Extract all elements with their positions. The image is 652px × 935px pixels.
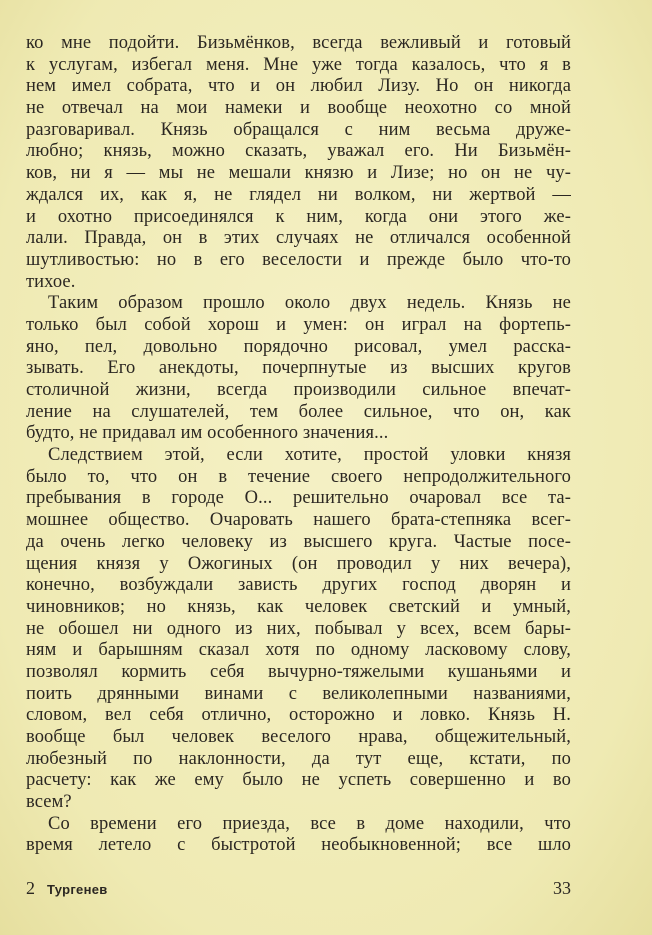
text-line: к услугам, избегал меня. Мне уже тогда казалось, что я в	[26, 54, 571, 75]
text-line: время летело с быстротой необыкновенной; все шло	[26, 835, 571, 856]
text-line: конечно, возбуждали зависть других господ дворян и	[26, 575, 571, 596]
text-line: пребывания в городе О... решительно очаровал все та-	[26, 488, 571, 509]
text-line: словом, вел себя отлично, осторожно и ловко. Князь Н.	[26, 705, 571, 726]
text-line: поить дрянными винами с великолепными названиями,	[26, 683, 571, 704]
text-line: зывать. Его анекдоты, почерпнутые из высших кругов	[26, 358, 571, 379]
text-line: Следствием этой, если хотите, простой уловки князя	[48, 445, 571, 466]
text-line: щения князя у Ожогиных (он проводил у них вечера),	[26, 553, 571, 574]
signature-number: 2	[26, 878, 35, 898]
text-line: любезный по наклонности, да тут еще, кстати, по	[26, 748, 571, 769]
text-line: всем?	[26, 792, 72, 813]
text-line: расчету: как же ему было не успеть совершенно и во	[26, 770, 571, 791]
text-line: шутливостью: но в его веселости и прежде было что-то	[26, 249, 571, 270]
printer-signature	[26, 878, 108, 899]
text-line: Со времени его приезда, все в доме находили, что	[48, 813, 571, 834]
text-line: будто, не придавал им особенного значения...	[26, 423, 389, 444]
text-line: нем имел собрата, что и он любил Лизу. Но он никогда	[26, 76, 571, 97]
text-line: только был собой хорош и умен: он играл на фортепь-	[26, 314, 571, 335]
page-number: 33	[553, 878, 571, 898]
text-line: ко мне подойти. Бизьмёнков, всегда вежливый и готовый	[26, 33, 571, 53]
text-line: Таким образом прошло около двух недель. Князь не	[48, 293, 571, 314]
text-line: тихое.	[26, 271, 76, 292]
text-line: ням и барышням сказал хотя по одному ласковому слову,	[26, 640, 571, 661]
text-line: разговаривал. Князь обращался с ним весьма друже-	[26, 119, 571, 140]
text-line: ков, ни я — мы не мешали князю и Лизе; но он не чу-	[26, 163, 571, 184]
text-line: ждался их, как я, не глядел ни волком, ни жертвой —	[26, 184, 571, 205]
text-line: не обошел ни одного из них, побывал у всех, всем бары-	[26, 618, 571, 639]
text-line: было то, что он в течение своего непродолжительного	[26, 466, 571, 487]
text-line: лали. Правда, он в этих случаях не отличался особенной	[26, 228, 571, 249]
text-line: вообще был человек веселого нрава, общежительный,	[26, 727, 571, 747]
text-line: любно; князь, можно сказать, уважал его. Ни Бизьмён-	[26, 141, 571, 162]
signature-name: Тургенев	[47, 882, 108, 897]
page-body-text	[26, 33, 571, 857]
text-line: ление на слушателей, тем более сильное, что он, как	[26, 401, 571, 422]
text-line: яно, пел, довольно порядочно рисовал, умел расска-	[26, 336, 571, 357]
text-line: мошнее общество. Очаровать нашего брата-степняка всег-	[26, 510, 571, 531]
text-line: не отвечал на мои намеки и вообще неохотно со мной	[26, 98, 571, 119]
text-line: позволял кормить себя вычурно-тяжелыми кушаньями и	[26, 661, 571, 682]
page-footer	[26, 878, 571, 899]
text-line: чиновников; но князь, как человек светский и умный,	[26, 596, 571, 617]
text-line: да очень легко человеку из высшего круга. Частые посе-	[26, 531, 571, 552]
text-line: и охотно присоединялся к ним, когда они этого же-	[26, 206, 571, 227]
text-line: столичной жизни, всегда производили сильное впечат-	[26, 380, 571, 400]
